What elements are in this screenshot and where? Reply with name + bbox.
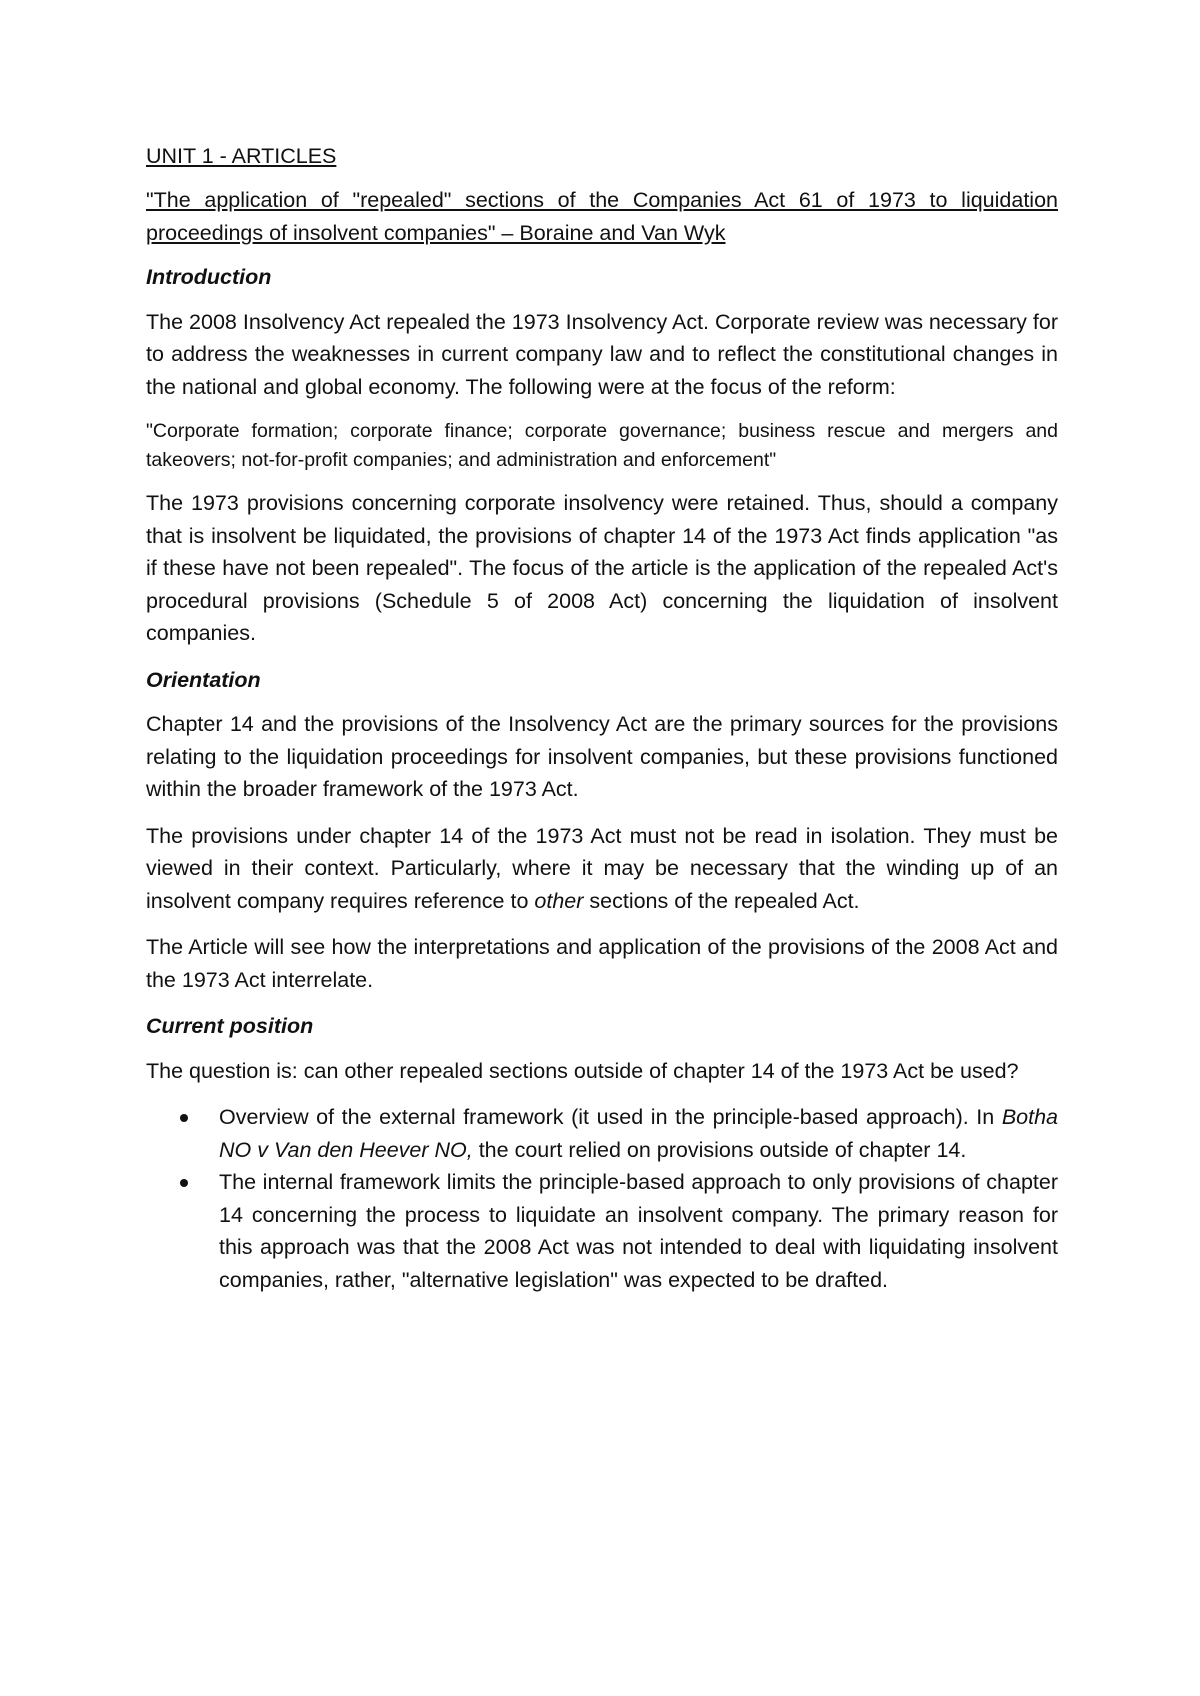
- section-heading-introduction: Introduction: [146, 265, 272, 289]
- introduction-paragraph-2: The 1973 provisions concerning corporate insolvency were retained. Thus, should a company that is insolvent be liquidated, the provisions of chapter 14 of the 1973 Act finds application "as if these have not been repealed". The focus of the article is the application of the repealed Act's procedural provisions (Schedule 5 of 2008 Act) concerning the liquidation of insolvent companies.: [146, 491, 1058, 645]
- orientation-paragraph-3: The Article will see how the interpretations and application of the provisions of the 2008 Act and the 1973 Act interrelate.: [146, 935, 1058, 992]
- orientation-paragraph-2-emphasis: other: [534, 888, 584, 913]
- orientation-paragraph-2-text-b: sections of the repealed Act.: [583, 888, 860, 913]
- page-title: UNIT 1 - ARTICLES: [146, 144, 337, 168]
- bullet-icon: [180, 1114, 188, 1122]
- document-body: [146, 140, 1058, 1296]
- reform-focus-quote: "Corporate formation; corporate finance; corporate governance; business rescue and mergers and takeovers; not-for-profit companies; and administration and enforcement": [146, 420, 1058, 471]
- orientation-paragraph-1: Chapter 14 and the provisions of the Insolvency Act are the primary sources for the provisions relating to the liquidation proceedings for insolvent companies, but these provisions functioned within the broader framework of the 1973 Act.: [146, 712, 1058, 801]
- bullet-icon: [180, 1179, 188, 1187]
- orientation-paragraph-2-text-a: The provisions under chapter 14 of the 1973 Act must not be read in isolation. They must be viewed in their context. Particularly, where it may be necessary that the winding up of an insolvent company requires reference to: [146, 823, 1058, 913]
- section-heading-current-position: Current position: [146, 1014, 314, 1038]
- bullet-list: [146, 1101, 1058, 1296]
- bullet-1-text-a: Overview of the external framework (it used in the principle-based approach). In: [219, 1105, 1002, 1129]
- current-position-paragraph-1: The question is: can other repealed sections outside of chapter 14 of the 1973 Act be used?: [146, 1058, 1019, 1083]
- orientation-paragraph-2: [146, 820, 1058, 918]
- bullet-1-text-b: the court relied on provisions outside of chapter 14.: [472, 1137, 967, 1162]
- section-heading-orientation: Orientation: [146, 667, 261, 692]
- bullet-2-text: The internal framework limits the principle-based approach to only provisions of chapter 14 concerning the process to liquidate an insolvent company. The primary reason for this approach was that the 2008 Act was not intended to deal with liquidating insolvent companies, rather, "alternative legislation" was expected to be drafted.: [219, 1170, 1058, 1292]
- list-item: [146, 1166, 1058, 1296]
- bullet-1-case-name: Botha NO v Van den Heever NO,: [219, 1105, 1058, 1162]
- introduction-paragraph-1: The 2008 Insolvency Act repealed the 1973 Insolvency Act. Corporate review was necessary for to address the weaknesses in current company law and to reflect the constitutional changes in the national and global economy. The following were at the focus of the reform:: [146, 309, 1058, 399]
- list-item: [146, 1101, 1058, 1166]
- article-citation: "The application of "repealed" sections of the Companies Act 61 of 1973 to liquidation proceedings of insolvent companies" – Boraine and Van Wyk: [146, 188, 1058, 245]
